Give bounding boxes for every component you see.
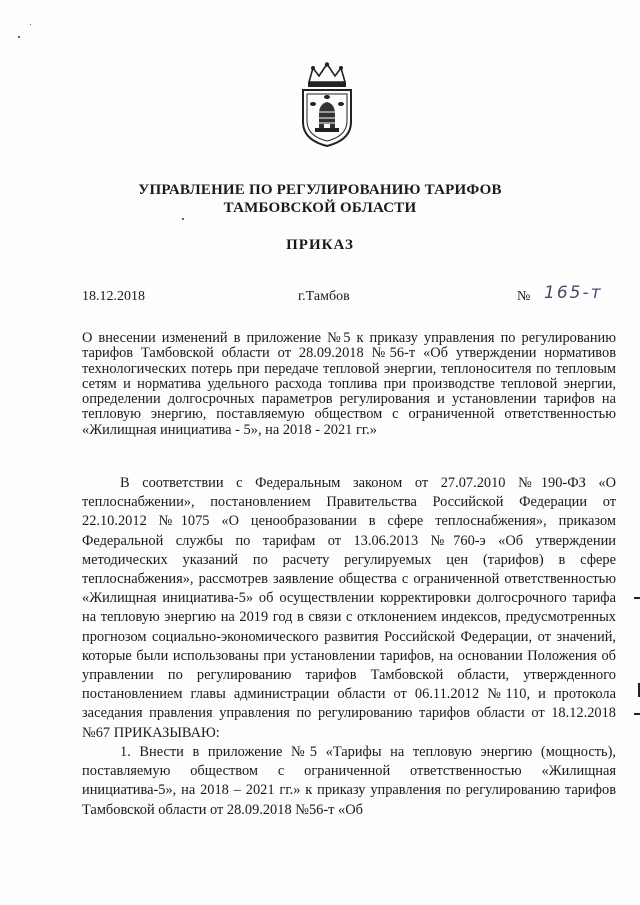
document-type-title: ПРИКАЗ xyxy=(286,237,354,253)
scan-edge-mark xyxy=(634,713,640,715)
scan-speck xyxy=(182,218,184,220)
document-number-handwritten: 165-т xyxy=(544,283,603,303)
tambov-coat-of-arms-icon xyxy=(297,62,357,148)
preamble-paragraph: В соответствии с Федеральным законом от 27.07.2010 №190-ФЗ «О теплоснабжении», постановлением Правительства Российской Федерации от 22.10.2012 №1075 «О ценообразовании в сфере теплоснабжения», приказом Федеральной службы по тарифам от 13.06.2013 №760-э «Об утверждении методических указаний по расчету регулируемых цен (тарифов) в сфере теплоснабжения», рассмотрев заявление общества с ограниченной ответственностью «Жилищная инициатива-5» об осуществлении корректировки долгосрочного тарифа на тепловую энергию на 2019 год в связи с отклонением индексов, предусмотренных прогнозом социально-экономического развития Российской Федерации, от значений, которые были использованы при установлении тарифов, на основании Положения об управлении по регулированию тарифов Тамбовской области, утвержденного постановлением главы администрации области от 06.11.2012 №110, и протокола заседания правления управления по регулированию тарифов области от 18.12.2018 №67 ПРИКАЗЫВАЮ: xyxy=(82,475,616,741)
document-date: 18.12.2018 xyxy=(82,289,145,304)
scan-speck xyxy=(18,36,20,38)
organization-name-line2: ТАМБОВСКОЙ ОБЛАСТИ xyxy=(223,200,417,216)
scan-speck xyxy=(30,24,31,25)
order-item-1: 1. Внести в приложение №5 «Тарифы на тепловую энергию (мощность), поставляемую обществом с ограниченной ответственностью «Жилищная инициатива-5», на 2018 – 2021 гг.» к приказу управления по регулированию тарифов Тамбовской области от 28.09.2018 №56-т «Об xyxy=(82,744,616,818)
organization-name-line1: УПРАВЛЕНИЕ ПО РЕГУЛИРОВАНИЮ ТАРИФОВ xyxy=(138,182,502,198)
document-city: г.Тамбов xyxy=(298,289,350,304)
order-subject: О внесении изменений в приложение №5 к приказу управления по регулированию тарифов Тамбовской области от 28.09.2018 №56-т «Об утверждении нормативов технологических потерь при передаче тепловой энергии, теплоносителя по тепловым сетям и норматива удельного расхода топлива при производстве тепловой энергии, определении долгосрочных параметров регулирования и установлении тарифов на тепловую энергию, поставляемую обществом с ограниченной ответственностью «Жилищная инициатива - 5», на 2018 - 2021 гг.» xyxy=(82,330,616,438)
document-number-sign: № xyxy=(517,289,531,304)
scan-edge-mark xyxy=(634,597,640,599)
